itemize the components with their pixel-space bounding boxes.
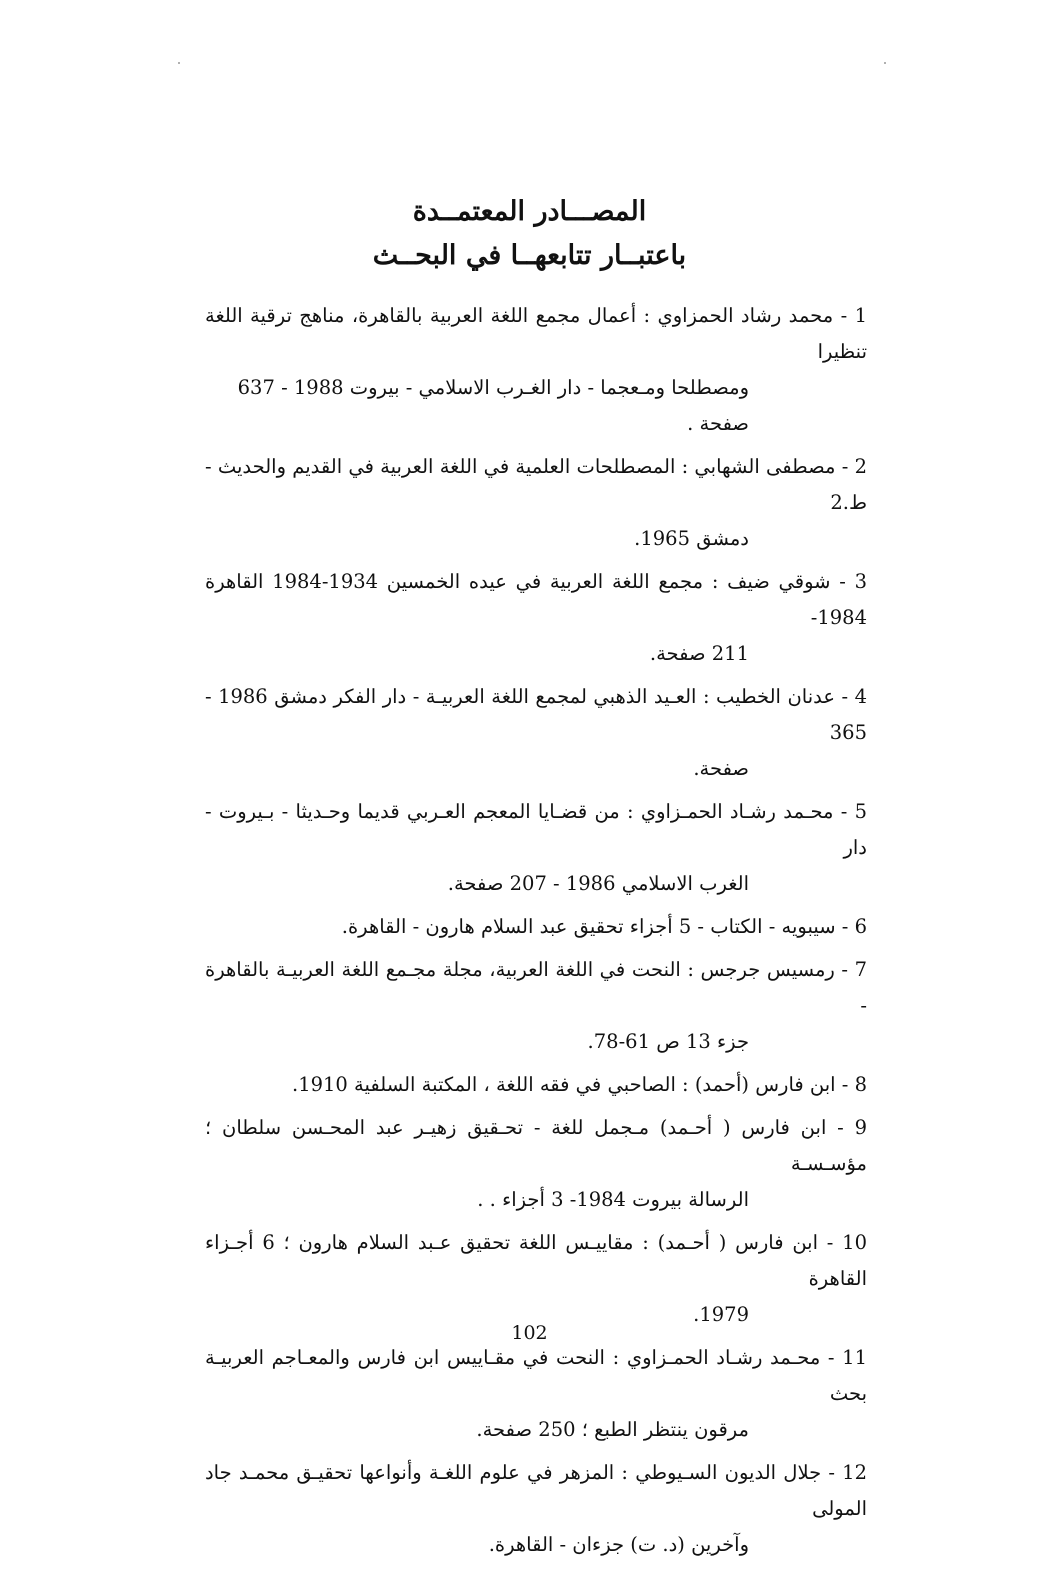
reference-item: [205, 1067, 867, 1103]
reference-text: 2 - مصطفى الشهابي : المصطلحات العلمية في اللغة العربية في القديم والحديث - ط.2: [205, 455, 867, 514]
reference-text: 12 - جلال الديون السـيوطي : المزهر في علوم اللغـة وأنواعها تحقيـق محمـد جاد المولى: [205, 1461, 867, 1520]
reference-item: [205, 1455, 867, 1563]
reference-item: [205, 298, 867, 442]
reference-text: 8 - ابن فارس (أحمد) : الصاحبي في فقه اللغة ، المكتبة السلفية 1910.: [292, 1073, 867, 1096]
reference-continuation: الغرب الاسلامي 1986 - 207 صفحة.: [447, 872, 749, 895]
reference-text: 4 - عدنان الخطيب : العـيد الذهبي لمجمع اللغة العربيـة - دار الفكر دمشق 1986 - 365: [205, 685, 867, 744]
page-title: المصـــادر المعتمــدة: [412, 196, 647, 227]
reference-continuation: 1979.: [693, 1303, 749, 1326]
reference-item: [205, 1225, 867, 1333]
reference-text: 11 - محـمد رشـاد الحمـزاوي : النحت في مقـاييس ابن فارس والمعـاجم العربيـة بحث: [205, 1346, 867, 1405]
reference-item: [205, 794, 867, 902]
reference-continuation: 211 صفحة.: [649, 642, 749, 665]
reference-item: [205, 564, 867, 672]
reference-item: [205, 952, 867, 1060]
reference-continuation: دمشق 1965.: [634, 527, 749, 550]
scan-speck: [178, 62, 180, 64]
page-number: 102: [511, 1322, 548, 1344]
reference-item: [205, 1110, 867, 1218]
reference-item: [205, 449, 867, 557]
reference-continuation: مرقون ينتظر الطبع ؛ 250 صفحة.: [476, 1418, 749, 1441]
reference-list: [205, 298, 867, 1570]
reference-text: 1 - محمد رشاد الحمزاوي : أعمال مجمع اللغة العربية بالقاهرة، مناهج ترقية اللغة تنظيرا: [205, 304, 867, 363]
reference-continuation: الرسالة بيروت 1984- 3 أجزاء . .: [477, 1188, 749, 1211]
reference-text: 5 - محـمد رشـاد الحمـزاوي : من قضـايا المعجم العـربي قديما وحـديثا - بـيروت - دار: [205, 800, 867, 859]
reference-item: [205, 679, 867, 787]
reference-text: 7 - رمسيس جرجس : النحت في اللغة العربية، مجلة مجـمع اللغة العربيـة بالقاهرة -: [205, 958, 867, 1017]
reference-item: [205, 909, 867, 945]
reference-text: 6 - سيبويه - الكتاب - 5 أجزاء تحقيق عبد السلام هارون - القاهرة.: [341, 915, 867, 938]
scan-speck: [884, 62, 886, 64]
reference-text: 3 - شوقي ضيف : مجمع اللغة العربية في عيده الخمسين 1934-1984 القاهرة 1984-: [205, 570, 867, 629]
reference-continuation: ومصطلحا ومـعجما - دار الغـرب الاسلامي - بيروت 1988 - 637: [237, 376, 749, 399]
reference-text: 9 - ابن فارس ( أحـمد) مـجمل للغة - تحـقيق زهيـر عبد المحـسن سلطان ؛ مؤسـسـة: [205, 1116, 867, 1175]
reference-continuation: صفحة .: [687, 412, 749, 435]
reference-continuation: وآخرين (د. ت) جزءان - القاهرة.: [488, 1533, 749, 1556]
reference-item: [205, 1340, 867, 1448]
page-subtitle: باعتبــار تتابعهــا في البحــث: [372, 240, 687, 271]
reference-continuation: صفحة.: [693, 757, 749, 780]
reference-continuation: جزء 13 ص 61-78.: [587, 1030, 749, 1053]
reference-text: 10 - ابن فارس ( أحـمد) : مقاييـس اللغة تحقيق عـبد السلام هارون ؛ 6 أجـزاء القاهرة: [205, 1231, 867, 1290]
